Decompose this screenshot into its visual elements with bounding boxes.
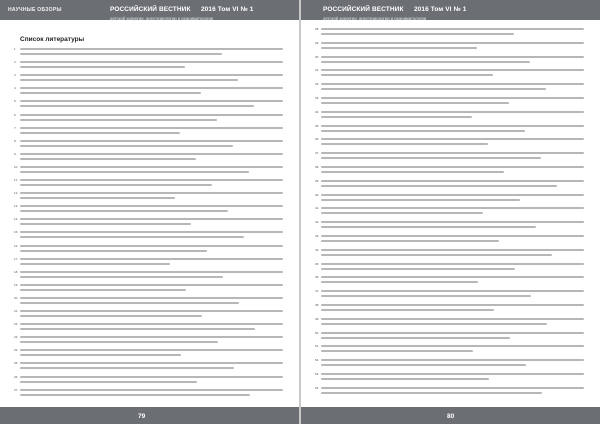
reference-text-line bbox=[20, 297, 283, 299]
reference-number: 31. bbox=[315, 68, 320, 73]
reference-text-line bbox=[20, 354, 181, 356]
reference-text-line bbox=[20, 284, 283, 286]
reference-text-line bbox=[20, 276, 223, 278]
reference-number: 23. bbox=[14, 335, 19, 340]
reference-number: 1. bbox=[14, 47, 17, 51]
reference-text-line bbox=[20, 166, 283, 168]
journal-subtitle: детской хирургии, анестезиологии и реаниматологии bbox=[110, 16, 214, 21]
reference-number: 4. bbox=[14, 86, 17, 91]
reference-text-line bbox=[321, 157, 541, 159]
reference-text-line bbox=[20, 258, 283, 260]
reference-text-line bbox=[321, 295, 531, 297]
reference-text-line bbox=[20, 310, 283, 312]
reference-number: 11. bbox=[14, 178, 18, 182]
reference-text-line bbox=[20, 231, 283, 233]
reference-number: 35. bbox=[315, 123, 320, 128]
reference-number: 3. bbox=[14, 73, 17, 78]
right-page-footer bbox=[301, 407, 600, 424]
reference-text-line bbox=[321, 332, 584, 334]
reference-number: 48. bbox=[315, 303, 320, 307]
reference-text-line bbox=[321, 33, 514, 35]
reference-number: 27. bbox=[14, 387, 19, 392]
page-number: 80 bbox=[447, 413, 455, 420]
reference-text-line bbox=[20, 367, 234, 369]
reference-text-line bbox=[20, 48, 283, 50]
reference-number: 22. bbox=[14, 322, 19, 327]
reference-text-line bbox=[321, 212, 483, 214]
journal-title: РОССИЙСКИЙ ВЕСТНИК bbox=[110, 6, 191, 13]
reference-text-line bbox=[321, 83, 584, 85]
reference-text-line bbox=[321, 323, 547, 325]
reference-text-line bbox=[20, 302, 239, 304]
reference-number: 13. bbox=[14, 204, 19, 209]
reference-text-line bbox=[321, 97, 584, 99]
left-page bbox=[0, 0, 299, 424]
reference-text-line bbox=[20, 289, 186, 291]
reference-number: 15. bbox=[14, 230, 19, 235]
reference-number: 36. bbox=[315, 137, 320, 142]
reference-text-line bbox=[321, 207, 584, 209]
reference-text-line bbox=[321, 249, 584, 251]
reference-text-line bbox=[321, 61, 530, 63]
right-page bbox=[301, 0, 600, 424]
reference-number: 43. bbox=[315, 234, 320, 238]
reference-number: 16. bbox=[14, 243, 19, 248]
reference-text-line bbox=[321, 185, 557, 187]
reference-number: 51. bbox=[315, 344, 320, 349]
reference-number: 5. bbox=[14, 99, 17, 104]
reference-number: 21. bbox=[14, 309, 19, 313]
reference-text-line bbox=[321, 152, 584, 154]
reference-text-line bbox=[20, 119, 217, 121]
reference-text-line bbox=[20, 184, 212, 186]
reference-number: 49. bbox=[315, 316, 320, 321]
reference-number: 26. bbox=[14, 374, 19, 379]
reference-number: 40. bbox=[315, 192, 320, 197]
reference-text-line bbox=[321, 240, 499, 242]
reference-text-line bbox=[20, 205, 283, 207]
reference-text-line bbox=[321, 373, 584, 375]
reference-number: 19. bbox=[14, 282, 19, 287]
reference-number: 42. bbox=[315, 220, 320, 225]
right-journal-masthead bbox=[323, 3, 466, 23]
reference-text-line bbox=[20, 336, 283, 338]
reference-text-line bbox=[321, 359, 584, 361]
reference-text-line bbox=[20, 100, 283, 102]
reference-text-line bbox=[321, 304, 584, 306]
reference-text-line bbox=[20, 87, 283, 89]
reference-text-line bbox=[20, 197, 175, 199]
reference-text-line bbox=[321, 171, 504, 173]
reference-text-line bbox=[20, 153, 283, 155]
reference-text-line bbox=[321, 166, 584, 168]
reference-text-line bbox=[20, 250, 207, 252]
reference-text-line bbox=[321, 235, 584, 237]
reference-text-line bbox=[321, 364, 526, 366]
journal-title: РОССИЙСКИЙ ВЕСТНИК bbox=[323, 6, 404, 13]
reference-text-line bbox=[321, 138, 584, 140]
reference-number: 39. bbox=[315, 178, 320, 183]
page-number: 79 bbox=[138, 413, 146, 420]
reference-number: 9. bbox=[14, 151, 17, 156]
reference-number: 24. bbox=[14, 348, 19, 353]
reference-text-line bbox=[321, 392, 542, 394]
section-rubric: НАУЧНЫЕ ОБЗОРЫ bbox=[8, 7, 62, 13]
reference-text-line bbox=[321, 56, 584, 58]
reference-text-line bbox=[20, 349, 283, 351]
reference-number: 20. bbox=[14, 295, 19, 300]
reference-text-line bbox=[20, 218, 283, 220]
reference-text-line bbox=[321, 387, 584, 389]
reference-text-line bbox=[321, 350, 473, 352]
references-heading: Список литературы bbox=[20, 36, 85, 43]
reference-text-line bbox=[321, 378, 489, 380]
reference-text-line bbox=[321, 69, 584, 71]
reference-text-line bbox=[20, 105, 254, 107]
reference-text-line bbox=[321, 42, 584, 44]
reference-number: 25. bbox=[14, 361, 19, 366]
reference-number: 52. bbox=[315, 358, 320, 363]
reference-text-line bbox=[20, 74, 283, 76]
reference-text-line bbox=[20, 127, 283, 129]
reference-number: 12. bbox=[14, 191, 19, 196]
reference-number: 41. bbox=[315, 206, 320, 211]
reference-number: 6. bbox=[14, 112, 17, 117]
reference-text-line bbox=[321, 130, 525, 132]
reference-number: 46. bbox=[315, 275, 320, 280]
reference-text-line bbox=[20, 394, 250, 396]
reference-text-line bbox=[321, 116, 472, 118]
reference-number: 34. bbox=[315, 109, 320, 114]
reference-number: 29. bbox=[315, 40, 320, 45]
reference-text-line bbox=[20, 328, 255, 330]
reference-text-line bbox=[321, 263, 584, 265]
reference-text-line bbox=[20, 210, 228, 212]
reference-text-line bbox=[321, 47, 477, 49]
reference-text-line bbox=[321, 276, 584, 278]
reference-text-line bbox=[321, 345, 584, 347]
reference-number: 2. bbox=[14, 60, 17, 65]
reference-text-line bbox=[321, 125, 584, 127]
reference-text-line bbox=[20, 132, 180, 134]
reference-text-line bbox=[20, 271, 283, 273]
reference-number: 54. bbox=[315, 385, 320, 390]
reference-text-line bbox=[20, 315, 202, 317]
reference-text-line bbox=[20, 114, 283, 116]
reference-text-line bbox=[321, 318, 584, 320]
reference-number: 7. bbox=[14, 125, 17, 130]
reference-text-line bbox=[20, 236, 244, 238]
issue-label: 2016 Том VI № 1 bbox=[413, 6, 467, 13]
reference-text-line bbox=[20, 389, 283, 391]
right-page-header bbox=[301, 0, 600, 20]
left-page-header bbox=[0, 0, 299, 20]
reference-number: 44. bbox=[315, 247, 320, 252]
reference-number: 28. bbox=[315, 27, 320, 31]
reference-number: 8. bbox=[14, 138, 17, 143]
left-journal-masthead bbox=[110, 3, 253, 23]
reference-text-line bbox=[321, 194, 584, 196]
reference-text-line bbox=[20, 79, 238, 81]
reference-text-line bbox=[20, 171, 249, 173]
reference-text-line bbox=[20, 263, 170, 265]
reference-number: 33. bbox=[315, 96, 320, 100]
reference-text-line bbox=[20, 145, 233, 147]
reference-text-line bbox=[321, 74, 493, 76]
reference-text-line bbox=[321, 281, 478, 283]
reference-number: 53. bbox=[315, 372, 320, 376]
reference-text-line bbox=[321, 290, 584, 292]
reference-text-line bbox=[321, 111, 584, 113]
reference-text-line bbox=[20, 66, 185, 68]
reference-text-line bbox=[20, 140, 283, 142]
reference-number: 37. bbox=[315, 151, 320, 156]
reference-text-line bbox=[20, 223, 191, 225]
reference-text-line bbox=[20, 376, 283, 378]
reference-text-line bbox=[321, 337, 510, 339]
reference-text-line bbox=[20, 323, 283, 325]
journal-subtitle: детской хирургии, анестезиологии и реаниматологии bbox=[323, 16, 427, 21]
reference-number: 30. bbox=[315, 54, 320, 59]
reference-text-line bbox=[321, 180, 584, 182]
reference-number: 14. bbox=[14, 217, 19, 222]
reference-number: 38. bbox=[315, 165, 320, 169]
reference-text-line bbox=[321, 221, 584, 223]
reference-text-line bbox=[20, 179, 283, 181]
reference-text-line bbox=[20, 158, 196, 160]
reference-text-line bbox=[20, 381, 197, 383]
reference-text-line bbox=[20, 245, 283, 247]
reference-text-line bbox=[321, 143, 488, 145]
left-page-footer bbox=[0, 407, 299, 424]
reference-text-line bbox=[321, 28, 584, 30]
reference-text-line bbox=[321, 309, 494, 311]
reference-number: 47. bbox=[315, 289, 320, 294]
reference-number: 50. bbox=[315, 330, 320, 335]
reference-text-line bbox=[20, 362, 283, 364]
reference-text-line bbox=[321, 226, 536, 228]
issue-label: 2016 Том VI № 1 bbox=[200, 6, 254, 13]
reference-text-line bbox=[20, 53, 222, 55]
reference-text-line bbox=[321, 268, 515, 270]
reference-text-line bbox=[321, 102, 509, 104]
reference-text-line bbox=[20, 192, 283, 194]
reference-text-line bbox=[321, 254, 552, 256]
reference-text-line bbox=[20, 61, 283, 63]
reference-number: 32. bbox=[315, 82, 320, 87]
reference-number: 10. bbox=[14, 164, 19, 169]
reference-number: 17. bbox=[14, 256, 19, 261]
reference-number: 18. bbox=[14, 269, 19, 274]
reference-number: 45. bbox=[315, 261, 320, 266]
reference-text-line bbox=[321, 88, 546, 90]
reference-text-line bbox=[321, 199, 520, 201]
reference-text-line bbox=[20, 341, 218, 343]
reference-text-line bbox=[20, 92, 201, 94]
